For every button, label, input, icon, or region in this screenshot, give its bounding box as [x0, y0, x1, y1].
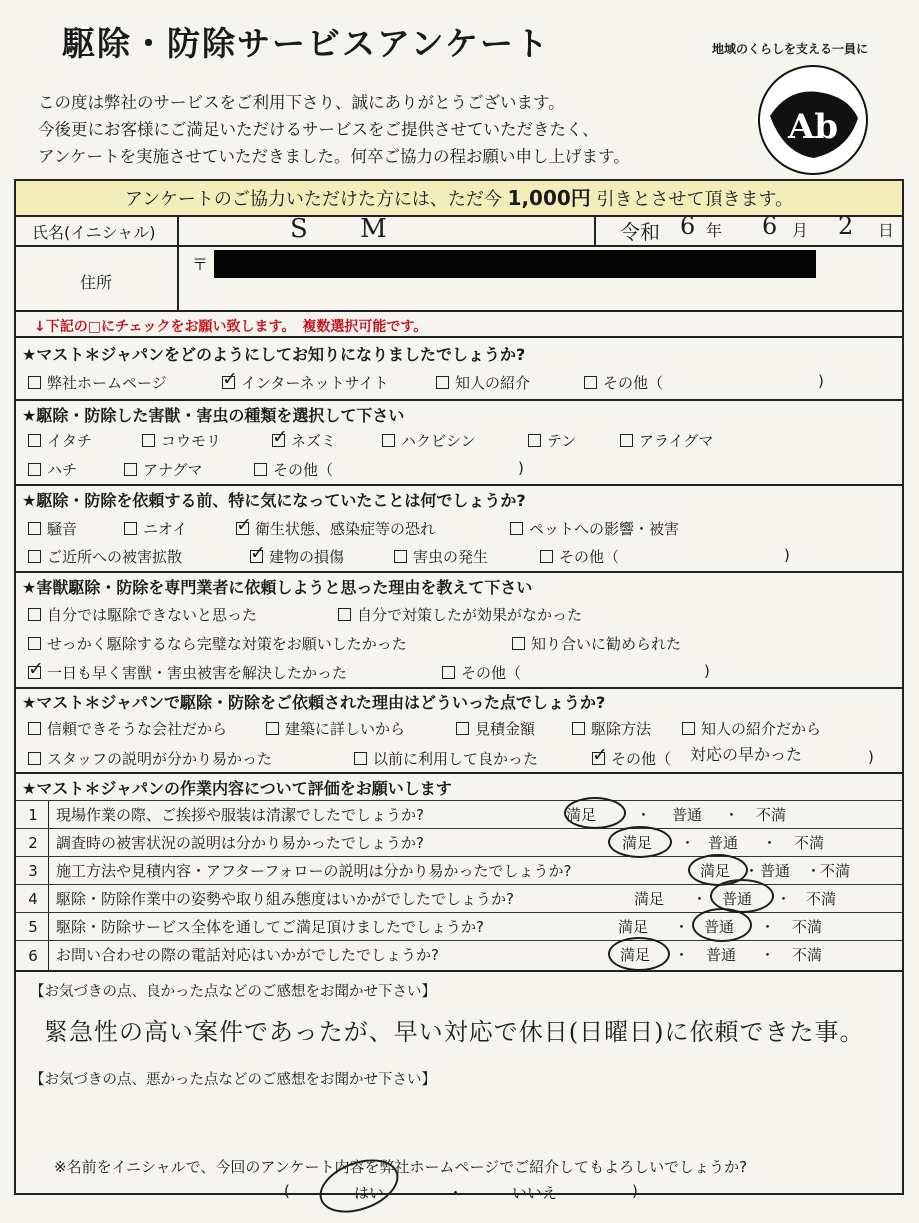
rating-question: 現場作業の際、ご挨拶や服装は清潔でしたでしょうか?: [56, 806, 424, 824]
selected-circle: [692, 908, 752, 942]
choice-satisfied[interactable]: 満足: [566, 806, 597, 824]
date-year: 6: [680, 212, 696, 240]
consent-no[interactable]: いいえ: [512, 1184, 558, 1202]
q2-option[interactable]: テン: [528, 430, 576, 451]
q2-option[interactable]: アナグマ: [124, 459, 202, 480]
date-field[interactable]: 令和 6 年 6 月 2 日: [620, 212, 895, 244]
selected-circle: [608, 937, 670, 971]
checkbox: [512, 637, 525, 650]
q5-option[interactable]: 知人の紹介だから: [682, 718, 821, 739]
consent-yes[interactable]: はい: [354, 1184, 385, 1202]
checkbox: [584, 376, 597, 389]
choice-unsatisfied[interactable]: 不満: [756, 806, 787, 824]
name-value[interactable]: S M: [290, 214, 409, 244]
checkbox: [254, 463, 267, 476]
q3-option[interactable]: ペットへの影響・被害: [510, 518, 679, 539]
q3-option[interactable]: 騒音: [28, 518, 77, 539]
checkbox: [28, 752, 41, 765]
q1-option[interactable]: ✓ インターネットサイト: [222, 372, 389, 393]
rating-question: お問い合わせの際の電話対応はいかがでしたでしょうか?: [56, 946, 439, 964]
choice-satisfied[interactable]: 満足: [622, 834, 653, 852]
checkbox: [338, 608, 351, 621]
checkbox: [354, 752, 367, 765]
intro-line-1: この度は弊社のサービスをご利用下さり、誠にありがとうございます。: [38, 93, 565, 112]
checkbox: [572, 722, 585, 735]
name-label: 氏名(イニシャル): [32, 223, 156, 242]
checkbox: [528, 434, 541, 447]
intro-line-3: アンケートを実施させていただきました。何卒ご協力の程お願い申し上げます。: [38, 147, 630, 166]
q5-option[interactable]: 信頼できそうな会社だから: [28, 718, 227, 739]
q2-option[interactable]: ✓ ネズミ: [272, 430, 336, 451]
q1-option[interactable]: 弊社ホームページ: [28, 372, 167, 393]
q2-option[interactable]: ハクビシン: [382, 430, 476, 451]
q4-option[interactable]: せっかく駆除するなら完璧な対策をお願いしたかった: [28, 633, 407, 654]
q5-option[interactable]: 見積金額: [456, 718, 535, 739]
q2-title: ★駆除・防除した害獣・害虫の種類を選択して下さい: [22, 406, 405, 425]
q3-option[interactable]: 害虫の発生: [394, 546, 488, 567]
choice-normal[interactable]: 普通: [704, 918, 735, 936]
q4-option[interactable]: 知り合いに勧められた: [512, 633, 681, 654]
selected-circle: [564, 797, 626, 829]
rating-question: 駆除・防除作業中の姿勢や取り組み態度はいかがでしたでしょうか?: [56, 890, 514, 908]
q2-option[interactable]: コウモリ: [142, 430, 221, 451]
choice-normal[interactable]: 普通: [722, 890, 753, 908]
choice-unsatisfied[interactable]: 不満: [792, 946, 823, 964]
choice-normal[interactable]: 普通: [760, 862, 791, 880]
choice-normal[interactable]: 普通: [706, 946, 737, 964]
checkbox: [222, 376, 235, 389]
choice-unsatisfied[interactable]: 不満: [792, 918, 823, 936]
rating-question: 駆除・防除サービス全体を通してご満足頂けましたでしょうか?: [56, 918, 484, 936]
q4-title: ★害獣駆除・防除を専門業者に依頼しようと思った理由を教えて下さい: [22, 578, 533, 597]
choice-satisfied[interactable]: 満足: [700, 862, 731, 880]
checkbox: [436, 376, 449, 389]
q1-option[interactable]: 知人の紹介: [436, 372, 530, 393]
q4-option[interactable]: 自分で対策したが効果がなかった: [338, 604, 582, 625]
checkbox: [28, 666, 41, 679]
q5-option[interactable]: 以前に利用して良かった: [354, 748, 538, 769]
discount-banner: アンケートのご協力いただけた方には、ただ今 1,000円 引きとさせて頂きます。: [16, 181, 902, 217]
address-label: 住所: [80, 273, 113, 292]
q3-option[interactable]: ✓ 建物の損傷: [250, 546, 344, 567]
q1-option[interactable]: その他（: [584, 372, 663, 393]
checkbox: [28, 434, 41, 447]
q5-option[interactable]: 建築に詳しいから: [266, 718, 405, 739]
checkbox: [28, 722, 41, 735]
checkbox: [394, 550, 407, 563]
checkbox: [272, 434, 285, 447]
checkbox: [28, 550, 41, 563]
rating-question: 施工方法や見積内容・アフターフォローの説明は分かり易かったでしょうか?: [56, 862, 572, 880]
bad-comment-area[interactable]: [30, 1090, 890, 1140]
q2-option[interactable]: イタチ: [28, 430, 92, 451]
q3-option[interactable]: ご近所への被害拡散: [28, 546, 182, 567]
checkbox: [510, 522, 523, 535]
checkbox: [620, 434, 633, 447]
q2-option[interactable]: アライグマ: [620, 430, 713, 451]
rating-question: 調査時の被害状況の説明は分かり易かったでしょうか?: [56, 834, 424, 852]
logo-tagline: 地域のくらしを支える一員に: [712, 42, 869, 56]
checkbox: [250, 550, 263, 563]
checkbox: [28, 522, 41, 535]
choice-unsatisfied[interactable]: 不満: [820, 862, 851, 880]
date-day: 2: [838, 212, 854, 240]
selected-circle: [608, 826, 672, 858]
choice-satisfied[interactable]: 満足: [618, 918, 649, 936]
q3-option[interactable]: ✓ 衛生状態、感染症等の恐れ: [236, 518, 435, 539]
bad-comment-label: 【お気づきの点、悪かった点などのご感想をお聞かせ下さい】: [30, 1072, 436, 1088]
date-era: 令和: [620, 220, 660, 244]
checkbox: [442, 666, 455, 679]
good-comment-label: 【お気づきの点、良かった点などのご感想をお聞かせ下さい】: [30, 984, 436, 1000]
company-logo: [748, 58, 878, 182]
choice-normal[interactable]: 普通: [708, 834, 739, 852]
checkbox: [124, 522, 137, 535]
choice-satisfied[interactable]: 満足: [620, 946, 651, 964]
checkbox: [382, 434, 395, 447]
checkbox: [28, 608, 41, 621]
q5-other-text[interactable]: 対応の早かった: [690, 745, 803, 764]
check-instruction: ↓下記の□にチェックをお願い致します。 複数選択可能です。: [34, 319, 428, 335]
q4-option[interactable]: その他（: [442, 662, 521, 683]
intro-line-2: 今後更にお客様にご満足いただけるサービスをご提供させていただきたく、: [38, 120, 599, 139]
choice-unsatisfied[interactable]: 不満: [794, 834, 825, 852]
address-redaction: [214, 250, 816, 278]
postal-mark: 〒: [192, 255, 209, 274]
checkbox: [236, 522, 249, 535]
q5-title: ★マスト＊ジャパンで駆除・防除をご依頼された理由はどういった点でしょうか?: [22, 693, 606, 712]
q4-option[interactable]: ✓一日も早く害獣・害虫被害を解決したかった: [28, 662, 347, 683]
q3-option[interactable]: ニオイ: [124, 518, 187, 539]
q1-title: ★マスト＊ジャパンをどのようにしてお知りになりましたでしょうか?: [22, 345, 526, 364]
choice-normal[interactable]: 普通: [672, 806, 703, 824]
checkbox: [28, 376, 41, 389]
checkbox: [28, 637, 41, 650]
checkbox: [456, 722, 469, 735]
checkbox: [682, 722, 695, 735]
consent-question: ※名前をイニシャルで、今回のアンケート内容を弊社ホームページでご紹介してもよろしいでしょうか?: [54, 1158, 748, 1176]
page-title: 駆除・防除サービスアンケート: [62, 24, 551, 63]
q6-title: ★マスト＊ジャパンの作業内容について評価をお願いします: [22, 779, 452, 798]
checkbox: [592, 752, 605, 765]
q2-option[interactable]: その他（: [254, 459, 333, 480]
q5-option[interactable]: 駆除方法: [572, 718, 651, 739]
q3-title: ★駆除・防除を依頼する前、特に気になっていたことは何でしょうか?: [22, 491, 526, 510]
checkbox: [124, 463, 137, 476]
q2-option[interactable]: ハチ: [28, 459, 77, 480]
logo-mark: Ab: [788, 107, 839, 147]
choice-unsatisfied[interactable]: 不満: [806, 890, 837, 908]
good-comment-text[interactable]: 緊急性の高い案件であったが、早い対応で休日(日曜日)に依頼できた事。: [44, 1018, 865, 1046]
checkbox: [266, 722, 279, 735]
checkbox: [28, 463, 41, 476]
q4-option[interactable]: 自分では駆除できないと思った: [28, 604, 257, 625]
q3-option[interactable]: その他（: [540, 546, 619, 567]
choice-satisfied[interactable]: 満足: [634, 890, 665, 908]
checkbox: [142, 434, 155, 447]
q5-option[interactable]: ✓ その他（: [592, 748, 671, 769]
q5-option[interactable]: スタッフの説明が分かり易かった: [28, 748, 272, 769]
date-month: 6: [762, 212, 778, 240]
checkbox: [540, 550, 553, 563]
